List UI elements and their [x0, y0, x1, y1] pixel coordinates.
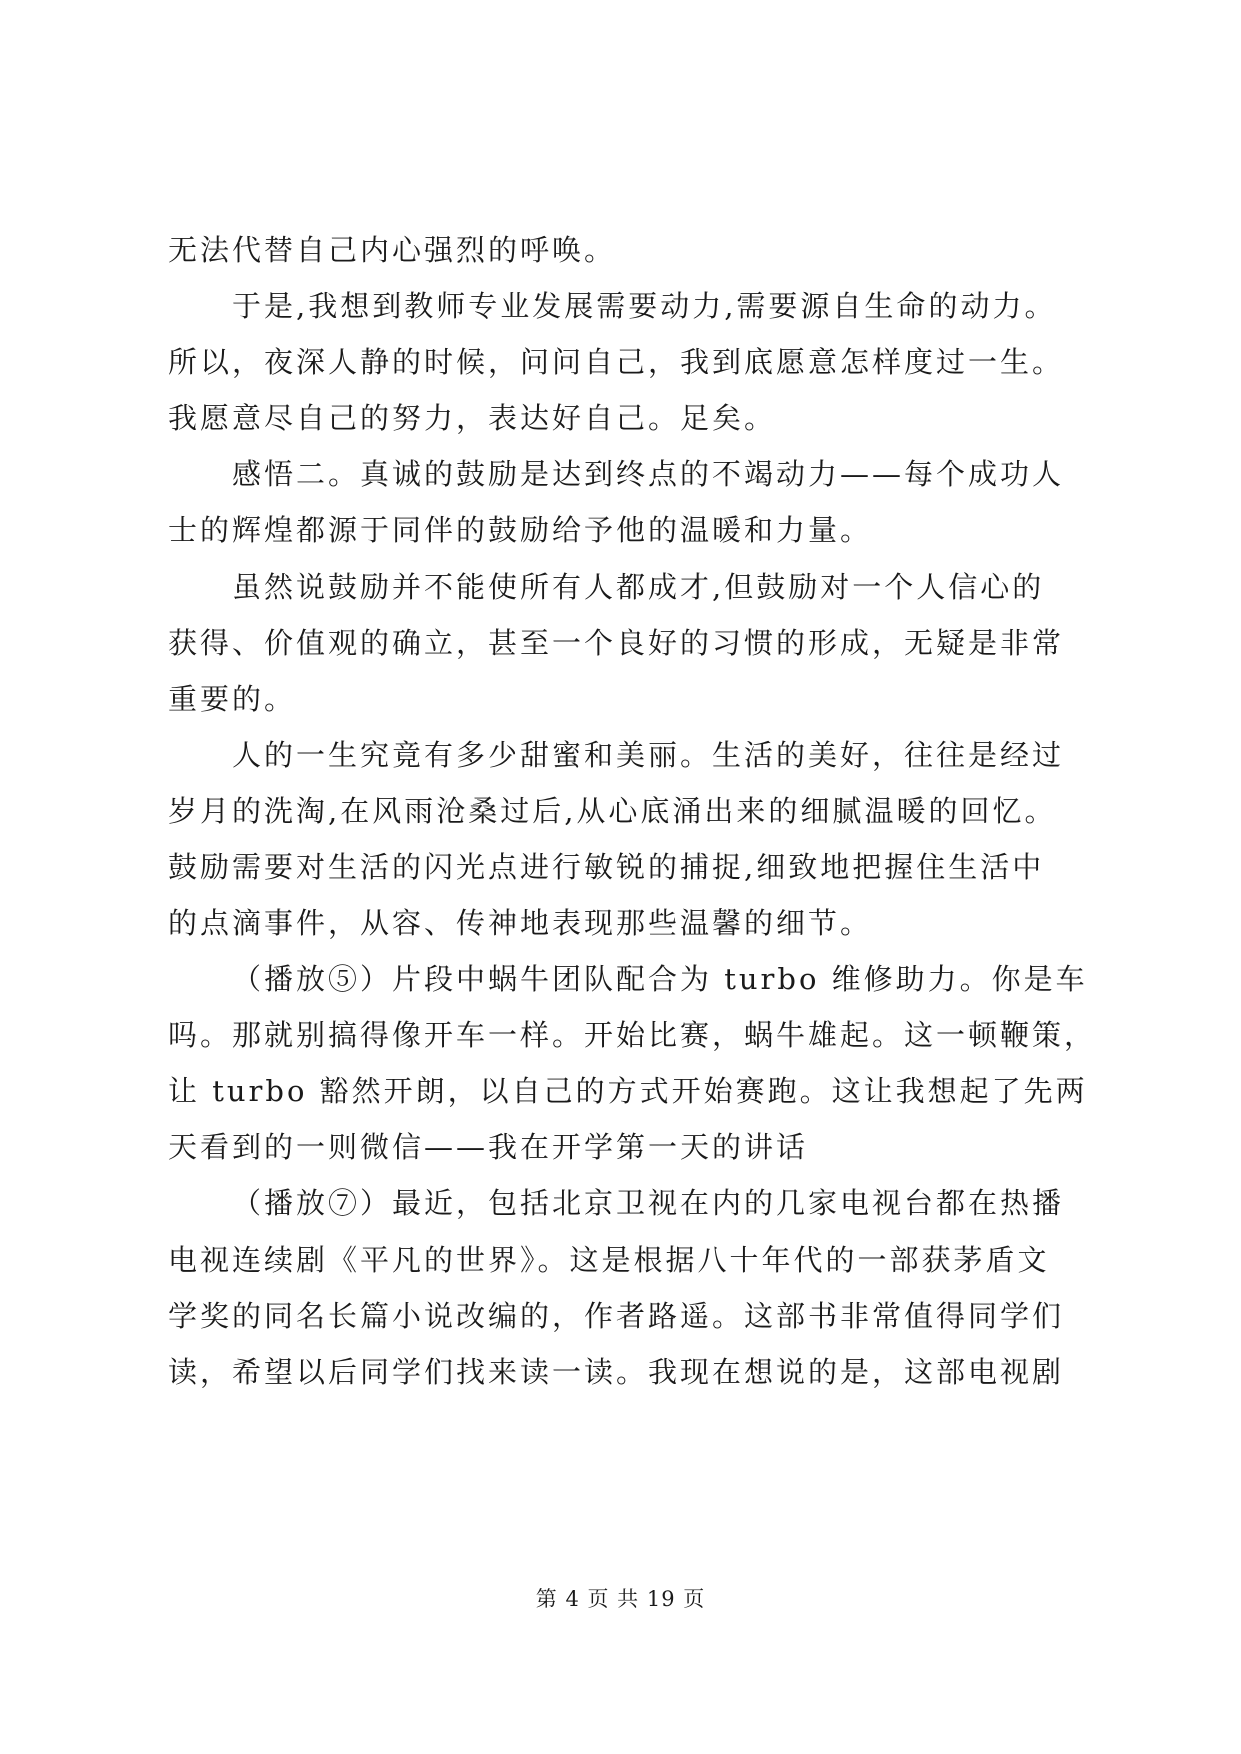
text-line: 鼓励需要对生活的闪光点进行敏锐的捕捉,细致地把握住生活中: [168, 850, 1045, 884]
text-line: 获得、价值观的确立，甚至一个良好的习惯的形成，无疑是非常: [168, 626, 1065, 660]
text-line: 吗。那就别搞得像开车一样。开始比赛，蜗牛雄起。这一顿鞭策，: [168, 1018, 1097, 1052]
text-line: 人的一生究竟有多少甜蜜和美丽。生活的美好，往往是经过: [232, 738, 1065, 772]
text-line: 让 turbo 豁然开朗，以自己的方式开始赛跑。这让我想起了先两: [168, 1074, 1088, 1108]
text-line: 电视连续剧《平凡的世界》。这是根据八十年代的一部获茅盾文: [168, 1243, 1050, 1277]
text-line: 天看到的一则微信——我在开学第一天的讲话: [168, 1130, 809, 1164]
text-line: 读，希望以后同学们找来读一读。我现在想说的是，这部电视剧: [168, 1355, 1065, 1389]
text-line: 学奖的同名长篇小说改编的，作者路遥。这部书非常值得同学们: [168, 1299, 1065, 1333]
text-line: 无法代替自己内心强烈的呼唤。: [168, 233, 617, 267]
text-line: 重要的。: [168, 682, 297, 716]
text-line: （播放⑦）最近，包括北京卫视在内的几家电视台都在热播: [232, 1186, 1065, 1220]
text-line: 的点滴事件，从容、传神地表现那些温馨的细节。: [168, 906, 873, 940]
text-line: 士的辉煌都源于同伴的鼓励给予他的温暖和力量。: [168, 513, 873, 547]
text-line: 岁月的洗淘,在风雨沧桑过后,从心底涌出来的细腻温暖的回忆。: [168, 794, 1057, 828]
page-footer: 第 4 页 共 19 页: [535, 1587, 706, 1611]
text-line: 感悟二。真诚的鼓励是达到终点的不竭动力——每个成功人: [232, 457, 1065, 491]
text-line: 我愿意尽自己的努力，表达好自己。足矣。: [168, 401, 777, 435]
text-line: 于是,我想到教师专业发展需要动力,需要源自生命的动力。: [232, 289, 1057, 323]
text-line: （播放⑤）片段中蜗牛团队配合为 turbo 维修助力。你是车: [232, 962, 1088, 996]
text-line: 虽然说鼓励并不能使所有人都成才,但鼓励对一个人信心的: [232, 570, 1045, 604]
text-line: 所以，夜深人静的时候，问问自己，我到底愿意怎样度过一生。: [168, 345, 1065, 379]
